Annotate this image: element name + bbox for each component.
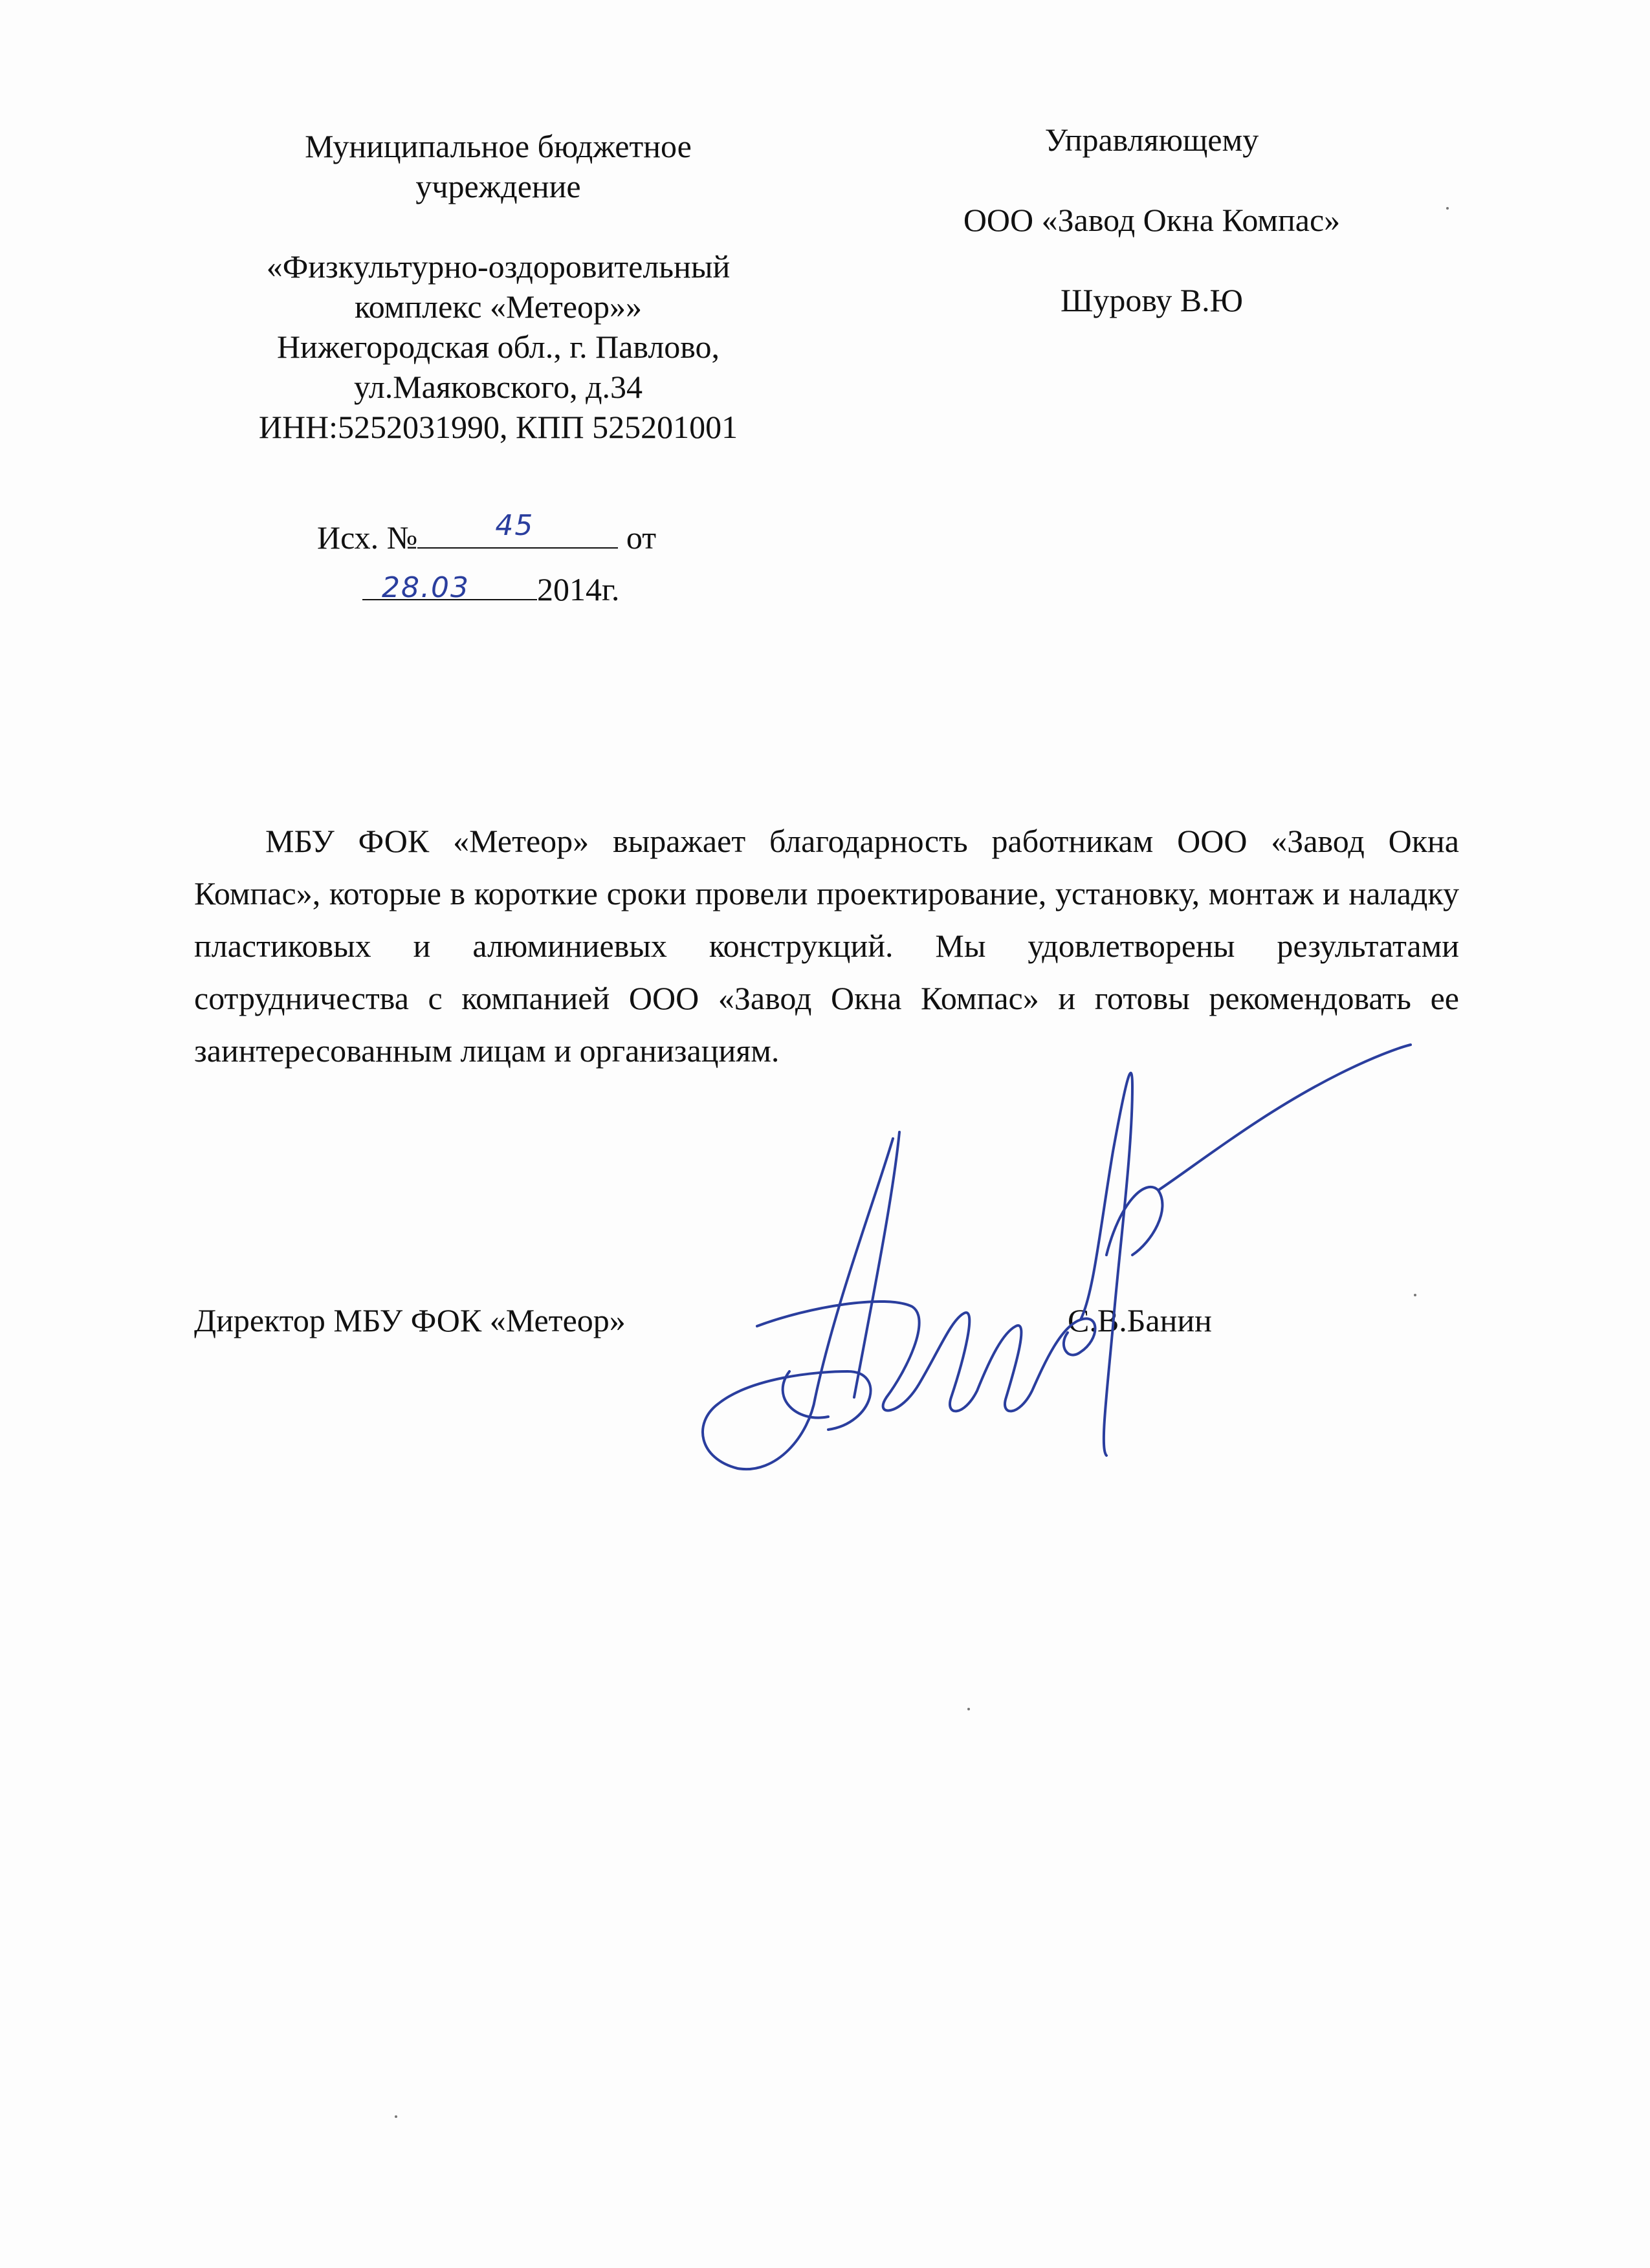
outgoing-date-handwritten: 28.03 [382, 571, 470, 604]
outgoing-year: 2014г. [537, 571, 620, 607]
sender-org-line-1: Муниципальное бюджетное [305, 128, 692, 164]
scan-speck [395, 2115, 397, 2118]
outgoing-number-label: Исх. № [317, 519, 418, 556]
sender-address-line-1: Нижегородская обл., г. Павлово, [276, 329, 720, 365]
recipient-company: ООО «Завод Окна Компас» [963, 202, 1341, 238]
outgoing-date-line [362, 569, 619, 609]
outgoing-date-blank [362, 571, 537, 604]
sender-org-name-line-2: комплекс «Метеор»» [354, 289, 643, 325]
sender-address-line-2: ул.Маяковского, д.34 [353, 369, 643, 405]
recipient-position: Управляющему [1044, 122, 1259, 158]
outgoing-number-blank [417, 509, 618, 549]
recipient-name: Шурову В.Ю [1060, 282, 1244, 318]
sender-block [188, 126, 809, 447]
scan-speck [1414, 1294, 1416, 1296]
letter-body-paragraph: МБУ ФОК «Метеор» выражает благодарность работникам ООО «Завод Окна Компас», которые в короткие сроки провели проектирование, установку, монтаж и наладку пластиковых и алюминиевых конструкций. Мы удовлетворены результатами сотрудничества с компанией ООО «Завод Окна Компас» и готовы рекомендовать ее заинтересованным лицам и организациям. [194, 823, 1459, 1069]
outgoing-number-handwritten: 45 [495, 509, 534, 542]
scan-speck [1446, 207, 1449, 210]
sender-org-name-line-1: «Физкультурно-оздоровительный [266, 248, 731, 285]
recipient-block [880, 120, 1424, 360]
sender-org-line-2: учреждение [415, 168, 581, 204]
sender-tax-ids: ИНН:5252031990, КПП 525201001 [258, 409, 738, 445]
outgoing-number-line [317, 509, 657, 558]
scan-speck [967, 1708, 970, 1710]
signatory-name: С.В.Банин [1068, 1302, 1212, 1338]
from-label: от [626, 519, 657, 556]
handwritten-signature [679, 1035, 1424, 1488]
signatory-title: Директор МБУ ФОК «Метеор» [194, 1302, 626, 1338]
